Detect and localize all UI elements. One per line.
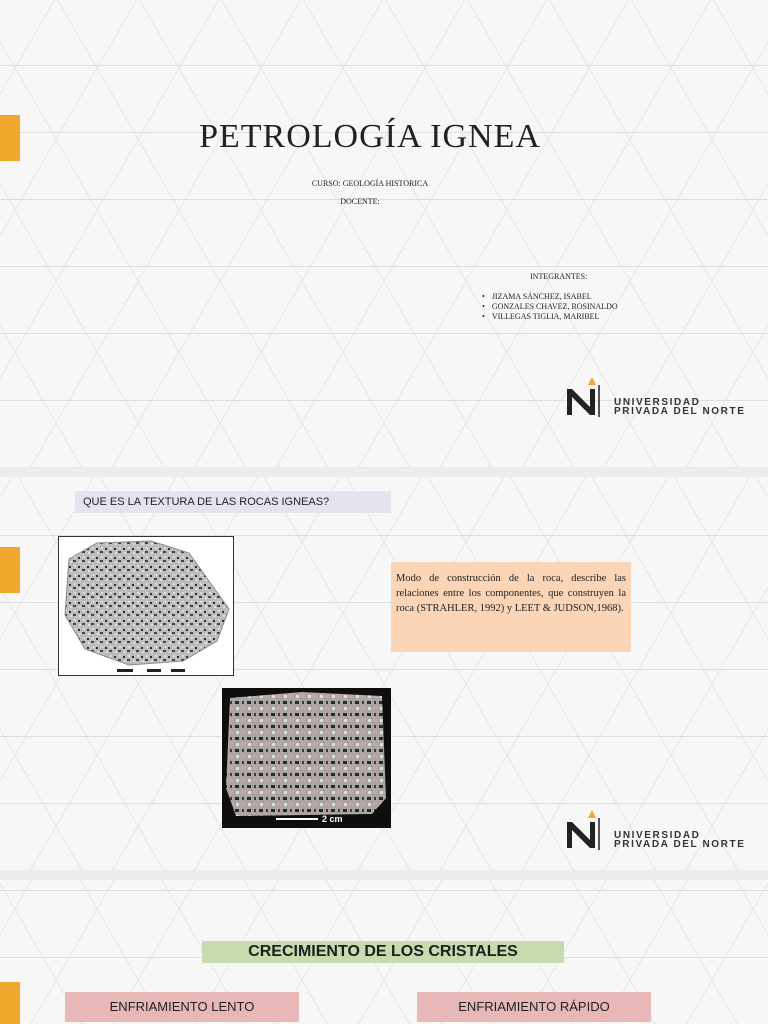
logo-text xyxy=(614,398,745,416)
course-label: CURSO: GEOLOGÍA HISTORICA xyxy=(311,179,429,188)
member-item: • GONZALES CHAVEZ, ROSINALDO xyxy=(482,302,618,312)
slow-cooling-label: ENFRIAMIENTO LENTO xyxy=(65,992,299,1022)
slide-gap xyxy=(0,870,768,880)
definition-box: Modo de construcción de la roca, describe las relaciones entre los componentes, que construyen la roca (STRAHLER, 1992) y LEET & JUDSON,1968). xyxy=(391,562,631,652)
member-item: • JIZAMA SÁNCHEZ, ISABEL xyxy=(482,292,618,302)
logo-text xyxy=(614,831,745,849)
logo-n-icon xyxy=(564,808,608,854)
granite-photo-2 xyxy=(222,688,391,828)
accent-bar xyxy=(0,547,20,593)
logo-line-2: PRIVADA DEL NORTE xyxy=(614,406,746,417)
page-title: PETROLOGÍA IGNEA xyxy=(199,118,541,155)
fast-cooling-label: ENFRIAMIENTO RÁPIDO xyxy=(417,992,651,1022)
rock-image-icon xyxy=(222,688,391,828)
logo-line-2: PRIVADA DEL NORTE xyxy=(614,839,746,850)
logo-line-1: UNIVERSIDAD xyxy=(614,397,701,408)
member-item: • VILLEGAS TIGLIA, MARIBEL xyxy=(482,312,618,322)
university-logo xyxy=(564,375,764,425)
scale-label: 2 cm xyxy=(322,814,343,824)
slide-gap xyxy=(0,467,768,477)
slide-title xyxy=(0,0,768,467)
teacher-label: DOCENTE: xyxy=(340,197,380,206)
question-banner: QUE ES LA TEXTURA DE LAS ROCAS IGNEAS? xyxy=(75,491,391,513)
granite-photo-1 xyxy=(58,536,234,676)
logo-n-icon xyxy=(564,375,608,421)
members-list xyxy=(482,292,618,322)
logo-line-1: UNIVERSIDAD xyxy=(614,830,701,841)
section-heading: CRECIMIENTO DE LOS CRISTALES xyxy=(202,941,564,963)
members-heading: INTEGRANTES: xyxy=(530,272,588,281)
university-logo xyxy=(564,808,764,858)
rock-image-icon xyxy=(59,537,233,675)
accent-bar xyxy=(0,982,20,1024)
